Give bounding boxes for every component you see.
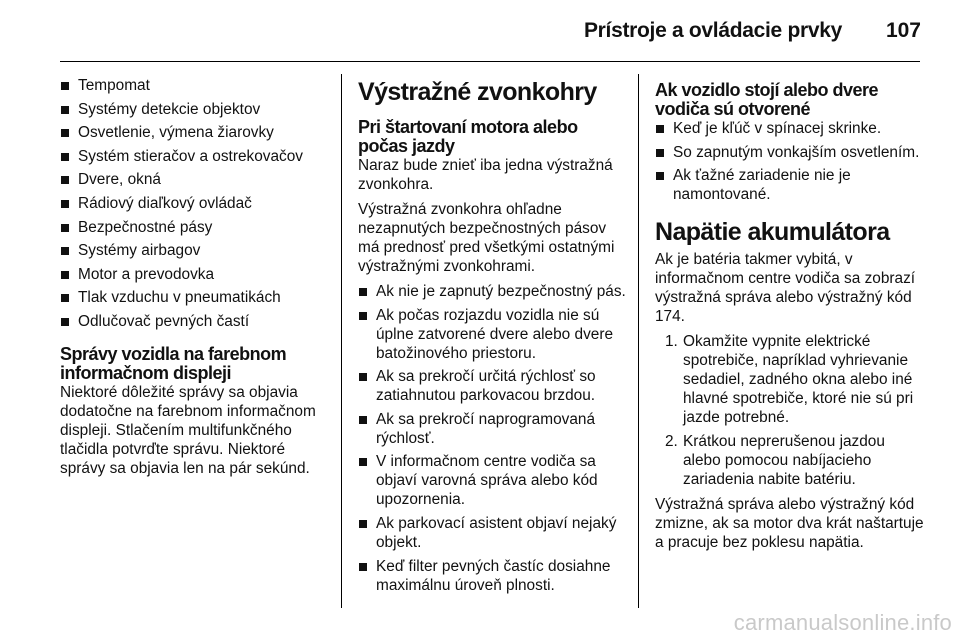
- list-item: Ak sa prekročí určitá rýchlosť so zatiahnutou parkovacou brzdou.: [358, 367, 628, 405]
- watermark: carmanualsonline.info: [733, 610, 952, 635]
- column-1: [60, 76, 330, 484]
- list-item: Systémy airbagov: [60, 241, 330, 260]
- step-list: [655, 332, 925, 489]
- list-item: [655, 332, 925, 427]
- paragraph: Niektoré dôležité správy sa objavia dodatočne na farebnom informačnom displeji. Stlačením multifunkčného tlačidla potvrďte správu. Niektoré správy sa objavia len na pár sekúnd.: [60, 383, 316, 477]
- section-heading: Ak vozidlo stojí alebo dvere vodiča sú otvorené: [655, 80, 879, 119]
- step-number: 1.: [665, 333, 678, 351]
- paragraph: Ak je batéria takmer vybitá, v informačnom centre vodiča sa zobrazí výstražná správa alebo výstražný kód 174.: [655, 251, 916, 326]
- list-item: Odlučovač pevných častí: [60, 312, 330, 331]
- list-item: So zapnutým vonkajším osvetlením.: [655, 143, 925, 162]
- list-item: Ak nie je zapnutý bezpečnostný pás.: [358, 282, 628, 301]
- section-heading: Správy vozidla na farebnom informačnom displeji: [60, 343, 287, 383]
- column-2: [358, 78, 628, 599]
- header-rule: [60, 61, 920, 62]
- list-item: Dvere, okná: [60, 170, 330, 189]
- column-divider: [638, 74, 639, 608]
- condition-list: [655, 119, 925, 204]
- section-title: Napätie akumulátora: [655, 218, 890, 247]
- list-item: V informačnom centre vodiča sa objaví varovná správa alebo kód upozornenia.: [358, 452, 628, 509]
- list-item: Keď je kľúč v spínacej skrinke.: [655, 119, 925, 138]
- list-item: Keď filter pevných častíc dosiahne maximálnu úroveň plnosti.: [358, 557, 628, 595]
- paragraph: Výstražná zvonkohra ohľadne nezapnutých bezpečnostných pásov má prednosť pred všetkými ostatnými výstražnými zvonkohrami.: [358, 201, 615, 275]
- page-title: Prístroje a ovládacie prvky: [583, 19, 842, 42]
- column-3: [655, 81, 925, 558]
- list-item: Osvetlenie, výmena žiarovky: [60, 123, 330, 142]
- paragraph: Výstražná správa alebo výstražný kód zmizne, ak sa motor dva krát naštartuje a pracuje bez poklesu napätia.: [655, 496, 924, 552]
- list-item: Ak parkovací asistent objaví nejaký objekt.: [358, 514, 628, 552]
- step-number: 2.: [665, 433, 678, 451]
- list-item: [655, 432, 925, 489]
- step-text: Krátkou neprerušenou jazdou alebo pomocou nabíjacieho zariadenia nabite batériu.: [683, 433, 885, 489]
- list-item: Ak sa prekročí naprogramovaná rýchlosť.: [358, 410, 628, 448]
- step-text: Okamžite vypnite elektrické spotrebiče, napríklad vyhrievanie sedadiel, zadného okna alebo iné hlavné spotrebiče, ktoré nie sú pri jazde potrebné.: [683, 333, 914, 427]
- page-header: [0, 0, 960, 62]
- topic-list: [60, 76, 330, 331]
- list-item: Motor a prevodovka: [60, 265, 330, 284]
- section-title: Výstražné zvonkohry: [358, 78, 597, 106]
- list-item: Systémy detekcie objektov: [60, 100, 330, 119]
- paragraph: Naraz bude znieť iba jedna výstražná zvonkohra.: [358, 157, 613, 193]
- list-item: Ak počas rozjazdu vozidla nie sú úplne zatvorené dvere alebo dvere batožinového priestoru.: [358, 306, 628, 363]
- section-heading: Pri štartovaní motora alebo počas jazdy: [358, 117, 578, 156]
- list-item: Ak ťažné zariadenie nie je namontované.: [655, 166, 925, 204]
- list-item: Tempomat: [60, 76, 330, 95]
- list-item: Bezpečnostné pásy: [60, 218, 330, 237]
- list-item: Tlak vzduchu v pneumatikách: [60, 288, 330, 307]
- list-item: Systém stieračov a ostrekovačov: [60, 147, 330, 166]
- column-divider: [341, 74, 342, 608]
- warning-list: [358, 282, 628, 595]
- page-number: 107: [885, 19, 921, 42]
- list-item: Rádiový diaľkový ovládač: [60, 194, 330, 213]
